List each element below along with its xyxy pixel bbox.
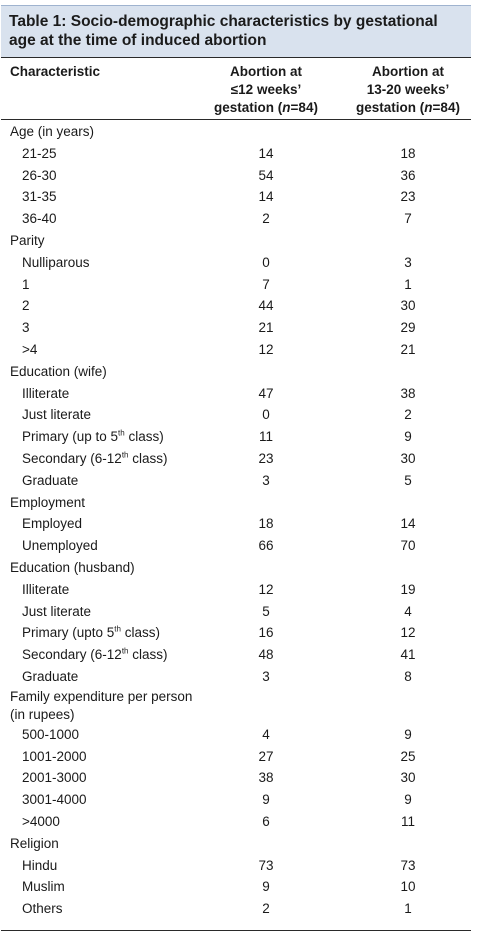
cell-13-20-weeks: 10 xyxy=(400,879,416,895)
row-label-superscript: th xyxy=(114,624,121,634)
cell-12-weeks: 12 xyxy=(258,342,274,357)
row-label: Graduate xyxy=(22,472,79,488)
header-col1-line-1: Abortion at xyxy=(230,64,302,79)
row-label-post: class) xyxy=(120,625,160,641)
table-group-row xyxy=(1,121,471,143)
table-row xyxy=(1,746,471,768)
cell-12-weeks: 66 xyxy=(258,538,274,554)
table-row xyxy=(1,622,471,644)
cell-13-20-weeks: 25 xyxy=(400,748,416,764)
header-col2-line-3-pre: gestation ( xyxy=(356,100,425,115)
table-row xyxy=(1,579,471,601)
row-label: 500-1000 xyxy=(22,726,80,742)
cell-12-weeks: 14 xyxy=(258,189,274,205)
table-row xyxy=(1,143,471,165)
cell-13-20-weeks: 18 xyxy=(400,145,416,161)
cell-13-20-weeks: 38 xyxy=(400,385,416,401)
cell-12-weeks: 44 xyxy=(258,298,274,314)
row-label: 3001-4000 xyxy=(22,792,87,808)
cell-13-20-weeks: 9 xyxy=(404,792,412,808)
cell-12-weeks: 11 xyxy=(258,429,273,445)
table-row xyxy=(1,448,471,470)
table-title-line-2: age at the time of induced abortion xyxy=(9,32,267,49)
row-label: Hindu xyxy=(22,857,58,873)
row-label: Illiterate xyxy=(22,385,70,401)
row-label-pre: Secondary (6-12 xyxy=(22,451,122,466)
row-label-pre: Secondary (6-12 xyxy=(22,647,122,663)
table-row xyxy=(1,186,471,208)
table-group-row xyxy=(1,833,471,855)
row-label: Unemployed xyxy=(22,538,98,554)
header-characteristic: Characteristic xyxy=(10,64,101,79)
table-row xyxy=(1,876,471,898)
cell-13-20-weeks: 9 xyxy=(404,429,412,445)
row-label: Others xyxy=(22,901,63,917)
cell-13-20-weeks: 36 xyxy=(400,167,416,183)
row-label xyxy=(22,426,164,448)
table-title-line-1: Table 1: Socio-demographic characteristics by gestational xyxy=(9,13,438,30)
table-row xyxy=(1,811,471,833)
row-label: Just literate xyxy=(22,603,92,619)
cell-12-weeks: 0 xyxy=(262,254,270,270)
cell-13-20-weeks: 29 xyxy=(400,320,416,336)
cell-12-weeks: 54 xyxy=(258,167,274,183)
table-row xyxy=(1,274,471,296)
row-label-post: class) xyxy=(124,429,164,445)
header-abortion-13-20-weeks xyxy=(344,63,472,117)
table-row xyxy=(1,724,471,746)
cell-12-weeks: 14 xyxy=(258,145,274,161)
header-col2-line-3 xyxy=(344,99,472,117)
row-label: Muslim xyxy=(22,879,65,895)
row-label: 21-25 xyxy=(22,145,57,161)
table-row xyxy=(1,855,471,877)
table-row xyxy=(1,644,471,666)
table-header xyxy=(1,57,471,120)
header-col2-n: n xyxy=(424,100,433,115)
cell-12-weeks: 6 xyxy=(262,814,270,829)
cell-12-weeks: 18 xyxy=(258,516,274,532)
cell-13-20-weeks: 12 xyxy=(400,625,416,641)
row-label xyxy=(22,644,168,666)
table-group-row xyxy=(1,492,471,514)
row-label-pre: Primary (upto 5 xyxy=(22,625,115,641)
cell-12-weeks: 16 xyxy=(258,625,274,641)
header-col1-n: n xyxy=(282,100,291,115)
table-row xyxy=(1,513,471,535)
cell-12-weeks: 27 xyxy=(258,748,274,764)
table-row xyxy=(1,252,471,274)
table-row xyxy=(1,295,471,317)
cell-12-weeks: 0 xyxy=(262,407,270,423)
cell-13-20-weeks: 73 xyxy=(400,857,416,873)
table-title xyxy=(1,5,471,57)
table-row xyxy=(1,898,471,920)
row-label: 31-35 xyxy=(22,189,57,205)
table-group-row xyxy=(1,688,471,724)
cell-12-weeks: 3 xyxy=(262,669,270,684)
table-row xyxy=(1,666,471,688)
table-row xyxy=(1,470,471,492)
row-label: 36-40 xyxy=(22,211,57,227)
cell-12-weeks: 38 xyxy=(258,770,274,786)
row-label: 2001-3000 xyxy=(22,770,87,786)
table-row xyxy=(1,601,471,623)
table-group-row xyxy=(1,557,471,579)
table-row xyxy=(1,535,471,557)
cell-13-20-weeks: 11 xyxy=(400,814,415,829)
cell-13-20-weeks: 3 xyxy=(404,254,412,270)
header-col2-line-3-post: =84) xyxy=(432,100,460,115)
cell-13-20-weeks: 21 xyxy=(400,342,416,357)
cell-12-weeks: 5 xyxy=(262,603,270,619)
table-group-row xyxy=(1,361,471,383)
cell-12-weeks: 12 xyxy=(258,581,274,597)
row-label: Just literate xyxy=(22,407,92,423)
row-label: Education (wife) xyxy=(10,363,107,379)
row-label: Employment xyxy=(10,494,86,510)
row-label-post: class) xyxy=(128,451,168,466)
row-label-superscript: th xyxy=(118,428,125,438)
cell-13-20-weeks: 41 xyxy=(400,647,416,663)
cell-12-weeks: 4 xyxy=(262,726,270,742)
cell-13-20-weeks: 1 xyxy=(404,276,412,292)
row-label: Illiterate xyxy=(22,581,70,597)
header-abortion-12-weeks xyxy=(205,63,327,117)
row-label: 1001-2000 xyxy=(22,748,87,764)
row-label-superscript: th xyxy=(121,646,129,656)
cell-12-weeks: 2 xyxy=(262,901,270,917)
table-row xyxy=(1,317,471,339)
cell-12-weeks: 9 xyxy=(262,879,270,895)
row-label: Family expenditure per person (in rupees) xyxy=(10,688,193,722)
table-row xyxy=(1,404,471,426)
table-group-row xyxy=(1,230,471,252)
header-col1-line-3-pre: gestation ( xyxy=(214,100,283,115)
cell-12-weeks: 73 xyxy=(258,857,274,873)
cell-13-20-weeks: 23 xyxy=(400,189,416,205)
header-col1-line-2: ≤12 weeks’ xyxy=(230,82,302,97)
row-label: Parity xyxy=(10,233,45,248)
cell-13-20-weeks: 1 xyxy=(404,901,412,917)
cell-13-20-weeks: 2 xyxy=(404,407,412,423)
table-row xyxy=(1,383,471,405)
cell-12-weeks: 21 xyxy=(258,320,274,336)
table-row xyxy=(1,339,471,361)
cell-13-20-weeks: 9 xyxy=(404,726,412,742)
cell-12-weeks: 7 xyxy=(262,276,270,292)
row-label: Nulliparous xyxy=(22,254,90,270)
cell-12-weeks: 48 xyxy=(258,647,274,663)
row-label: Graduate xyxy=(22,669,79,684)
cell-13-20-weeks: 30 xyxy=(400,298,416,314)
row-label-superscript: th xyxy=(121,450,129,460)
row-label: Employed xyxy=(22,516,83,532)
row-label-pre: Primary (up to 5 xyxy=(22,429,119,445)
cell-13-20-weeks: 5 xyxy=(404,472,412,488)
table-row xyxy=(1,426,471,448)
table-row xyxy=(1,767,471,789)
cell-12-weeks: 23 xyxy=(258,451,274,466)
header-col2-line-1: Abortion at xyxy=(372,64,444,79)
row-label: 26-30 xyxy=(22,167,57,183)
row-label xyxy=(22,622,160,644)
row-label: >4000 xyxy=(22,814,60,829)
row-label xyxy=(22,448,168,470)
cell-13-20-weeks: 30 xyxy=(400,770,416,786)
row-label: 1 xyxy=(22,276,30,292)
cell-12-weeks: 9 xyxy=(262,792,270,808)
cell-13-20-weeks: 8 xyxy=(404,669,412,684)
cell-13-20-weeks: 19 xyxy=(400,581,416,597)
cell-12-weeks: 3 xyxy=(262,472,270,488)
row-label: >4 xyxy=(22,342,38,357)
header-col2-line-2: 13-20 weeks’ xyxy=(366,82,450,97)
row-label: Religion xyxy=(10,835,59,851)
cell-13-20-weeks: 14 xyxy=(400,516,416,532)
table-row xyxy=(1,165,471,187)
table-bottom-rule xyxy=(1,930,471,931)
row-label: 3 xyxy=(22,320,30,336)
cell-12-weeks: 47 xyxy=(258,385,274,401)
cell-13-20-weeks: 70 xyxy=(400,538,416,554)
cell-12-weeks: 2 xyxy=(262,211,270,227)
cell-13-20-weeks: 30 xyxy=(400,451,416,466)
row-label: Age (in years) xyxy=(10,124,95,139)
header-col1-line-3 xyxy=(205,99,327,117)
cell-13-20-weeks: 7 xyxy=(404,211,412,227)
row-label: 2 xyxy=(22,298,30,314)
header-col1-line-3-post: =84) xyxy=(290,100,318,115)
table-row xyxy=(1,789,471,811)
row-label-post: class) xyxy=(128,647,168,663)
table-row xyxy=(1,208,471,230)
row-label: Education (husband) xyxy=(10,560,135,575)
cell-13-20-weeks: 4 xyxy=(404,603,412,619)
